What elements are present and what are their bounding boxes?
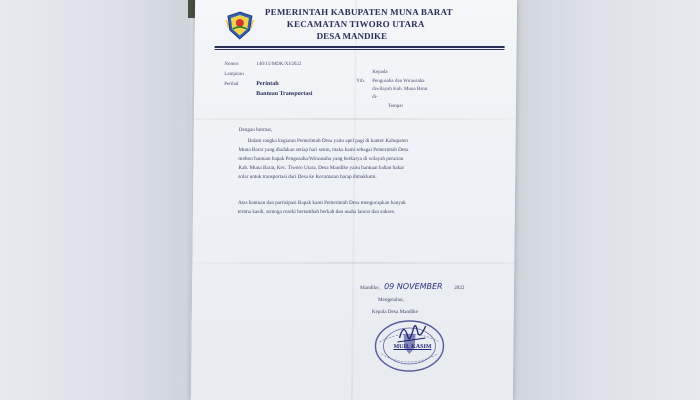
recipient-di: di- — [372, 95, 378, 100]
paragraph-1-line: Dalam rangka kegiatan Pemerintah Desa yaitu apel pagi di kantor Kabupaten — [247, 138, 408, 144]
background-right — [510, 0, 700, 400]
paragraph-2-line: Atas bantuan dan partisipasi Bapak kami Pemerintah Desa mengucapkan banyak — [237, 200, 406, 206]
regency-emblem-icon — [225, 10, 255, 40]
letter-document — [191, 0, 517, 400]
nomor-value: 140/15/MDK/XI/2022 — [256, 62, 302, 67]
paragraph-1-line: Kab. Muna Barat, Kec. Tiworo Utara, Desa Mandike yaitu bantuan bahan bakar — [238, 165, 405, 171]
recipient-line-1: Pengusaha dan Wirausaha — [372, 79, 425, 84]
nomor-label: Nomor — [224, 62, 239, 67]
letterhead-rule — [215, 46, 505, 48]
letterhead-rule-thin — [215, 49, 505, 50]
signature-year: 2022 — [454, 285, 465, 291]
letterhead-line-2: KECAMATAN TIWORO UTARA — [286, 19, 425, 29]
greeting: Dengan hormat, — [238, 127, 273, 133]
handwritten-date: 09 NOVEMBER — [384, 282, 443, 291]
recipient-yth: Yth. — [356, 79, 366, 84]
recipient-line-2: diwilayah Kab. Muna Barat — [372, 87, 428, 92]
perihal-value-2: Bantuan Transportasi — [256, 91, 313, 97]
perihal-value-1: Perintah — [256, 81, 279, 87]
letterhead-line-1: PEMERINTAH KABUPATEN MUNA BARAT — [264, 7, 453, 17]
signer-name: MUH. KASIM — [393, 344, 432, 350]
paragraph-1-line: Muna Barat yang diadakan setiap hari senin, maka kami sebagai Pemerintah Desa — [238, 147, 409, 153]
recipient-kepada: Kepada — [372, 70, 388, 75]
lampiran-label: Lampiran — [224, 72, 244, 77]
mengetahui-label: Mengetahui, — [377, 297, 405, 303]
background-left — [0, 0, 190, 400]
paragraph-1-line: solar untuk transportasi dari Desa ke Kecamatan harap dimaklumi. — [238, 174, 377, 180]
paragraph-1-line: mohon bantuan bapak Pengusaha/Wirausaha yang berkarya di wilayah perairan — [238, 156, 404, 162]
paragraph-2-line: terima kasih, semoga rezeki bertambah berkah dan usaha lancar dan sukses. — [237, 209, 396, 215]
recipient-tempat: Tempat — [387, 104, 403, 109]
place-date-prefix: Mandike, — [360, 285, 380, 291]
signer-title: Kepala Desa Mandike — [371, 309, 418, 315]
letterhead-line-3: DESA MANDIKE — [316, 31, 388, 41]
perihal-label: Perihal — [224, 82, 239, 87]
